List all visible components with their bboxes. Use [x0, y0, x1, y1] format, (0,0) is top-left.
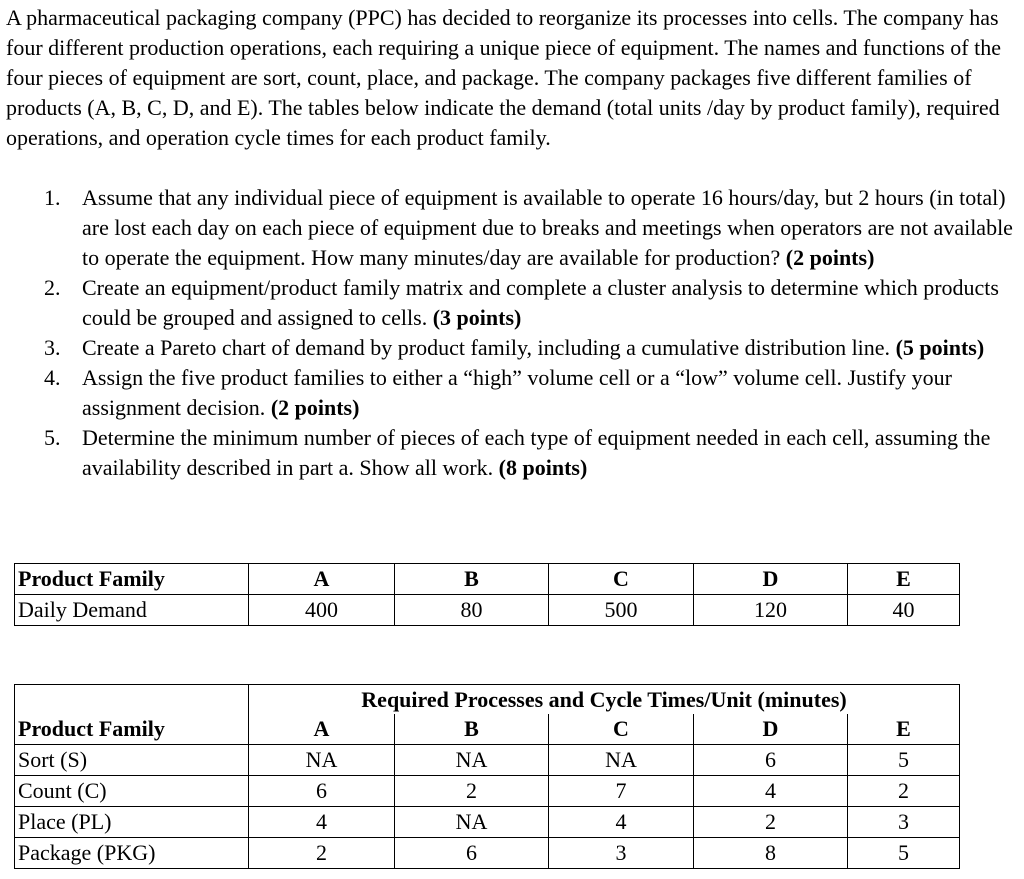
- cycle-time-cell: 2: [694, 807, 848, 838]
- question-points: (2 points): [785, 245, 875, 270]
- question-item: [0, 333, 1014, 363]
- row-label: Sort (S): [15, 745, 249, 776]
- question-text: Create a Pareto chart of demand by product family, including a cumulative distribution line.: [82, 335, 891, 360]
- cycle-time-cell: 5: [848, 838, 960, 869]
- question-item: [0, 183, 1014, 273]
- demand-header-row: [15, 564, 960, 595]
- cycle-time-cell: 4: [249, 807, 395, 838]
- family-header: C: [549, 714, 694, 745]
- question-item: [0, 363, 1014, 423]
- process-row: [15, 745, 960, 776]
- process-table: [14, 684, 960, 869]
- question-text: Determine the minimum number of pieces of each type of equipment needed in each cell, assuming the availability described in part a. Show all work.: [82, 425, 991, 480]
- cycle-time-cell: NA: [395, 807, 549, 838]
- row-label: Package (PKG): [15, 838, 249, 869]
- demand-row: [15, 595, 960, 626]
- question-number: 4.: [44, 365, 61, 390]
- demand-cell: 120: [694, 595, 848, 626]
- cycle-time-cell: 5: [848, 745, 960, 776]
- question-text: Assume that any individual piece of equipment is available to operate 16 hours/day, but 2 hours (in total) are lost each day on each piece of equipment due to breaks and meetings when operators are not available to operate the equipment. How many minutes/day are available for production?: [82, 185, 1013, 270]
- process-table-title: Required Processes and Cycle Times/Unit (minutes): [249, 685, 960, 715]
- header-label: Product Family: [15, 714, 249, 745]
- row-label: Place (PL): [15, 807, 249, 838]
- process-row: [15, 838, 960, 869]
- cycle-time-cell: 6: [395, 838, 549, 869]
- problem-intro: A pharmaceutical packaging company (PPC) has decided to reorganize its processes into cells. The company has four different production operations, each requiring a unique piece of equipment. The names and functions of the four pieces of equipment are sort, count, place, and package. The company packages five different families of products (A, B, C, D, and E). The tables below indicate the demand (total units /day by product family), required operations, and operation cycle times for each product family.: [6, 5, 1001, 150]
- cycle-time-cell: NA: [549, 745, 694, 776]
- row-label: Count (C): [15, 776, 249, 807]
- process-row: [15, 807, 960, 838]
- question-item: [0, 273, 1014, 333]
- question-list: [0, 183, 1014, 483]
- cycle-time-cell: 4: [694, 776, 848, 807]
- process-header-row: [15, 714, 960, 745]
- question-points: (2 points): [270, 395, 360, 420]
- family-header: E: [848, 564, 960, 595]
- row-label: Daily Demand: [15, 595, 249, 626]
- question-text: Assign the five product families to either a “high” volume cell or a “low” volume cell. Justify your assignment decision.: [82, 365, 952, 420]
- cycle-time-cell: 2: [395, 776, 549, 807]
- demand-cell: 40: [848, 595, 960, 626]
- question-number: 2.: [44, 275, 61, 300]
- demand-cell: 400: [249, 595, 395, 626]
- question-points: (3 points): [432, 305, 522, 330]
- family-header: A: [249, 714, 395, 745]
- question-text: Create an equipment/product family matrix and complete a cluster analysis to determine which products could be grouped and assigned to cells.: [82, 275, 999, 330]
- family-header: B: [395, 564, 549, 595]
- family-header: A: [249, 564, 395, 595]
- cycle-time-cell: 4: [549, 807, 694, 838]
- cycle-time-cell: 2: [848, 776, 960, 807]
- demand-cell: 500: [549, 595, 694, 626]
- family-header: E: [848, 714, 960, 745]
- question-points: (8 points): [498, 455, 588, 480]
- cycle-time-cell: 3: [549, 838, 694, 869]
- question-number: 5.: [44, 425, 61, 450]
- cycle-time-cell: 7: [549, 776, 694, 807]
- cycle-time-cell: NA: [395, 745, 549, 776]
- cycle-time-cell: 6: [694, 745, 848, 776]
- question-number: 1.: [44, 185, 61, 210]
- question-number: 3.: [44, 335, 61, 360]
- process-row: [15, 776, 960, 807]
- process-title-row: [15, 685, 960, 715]
- cycle-time-cell: NA: [249, 745, 395, 776]
- demand-cell: 80: [395, 595, 549, 626]
- family-header: D: [694, 714, 848, 745]
- demand-table: [14, 563, 960, 626]
- cycle-time-cell: 3: [848, 807, 960, 838]
- question-item: [0, 423, 1014, 483]
- family-header: C: [549, 564, 694, 595]
- cycle-time-cell: 2: [249, 838, 395, 869]
- cycle-time-cell: 6: [249, 776, 395, 807]
- cycle-time-cell: 8: [694, 838, 848, 869]
- question-points: (5 points): [895, 335, 985, 360]
- header-label: Product Family: [15, 564, 249, 595]
- family-header: D: [694, 564, 848, 595]
- family-header: B: [395, 714, 549, 745]
